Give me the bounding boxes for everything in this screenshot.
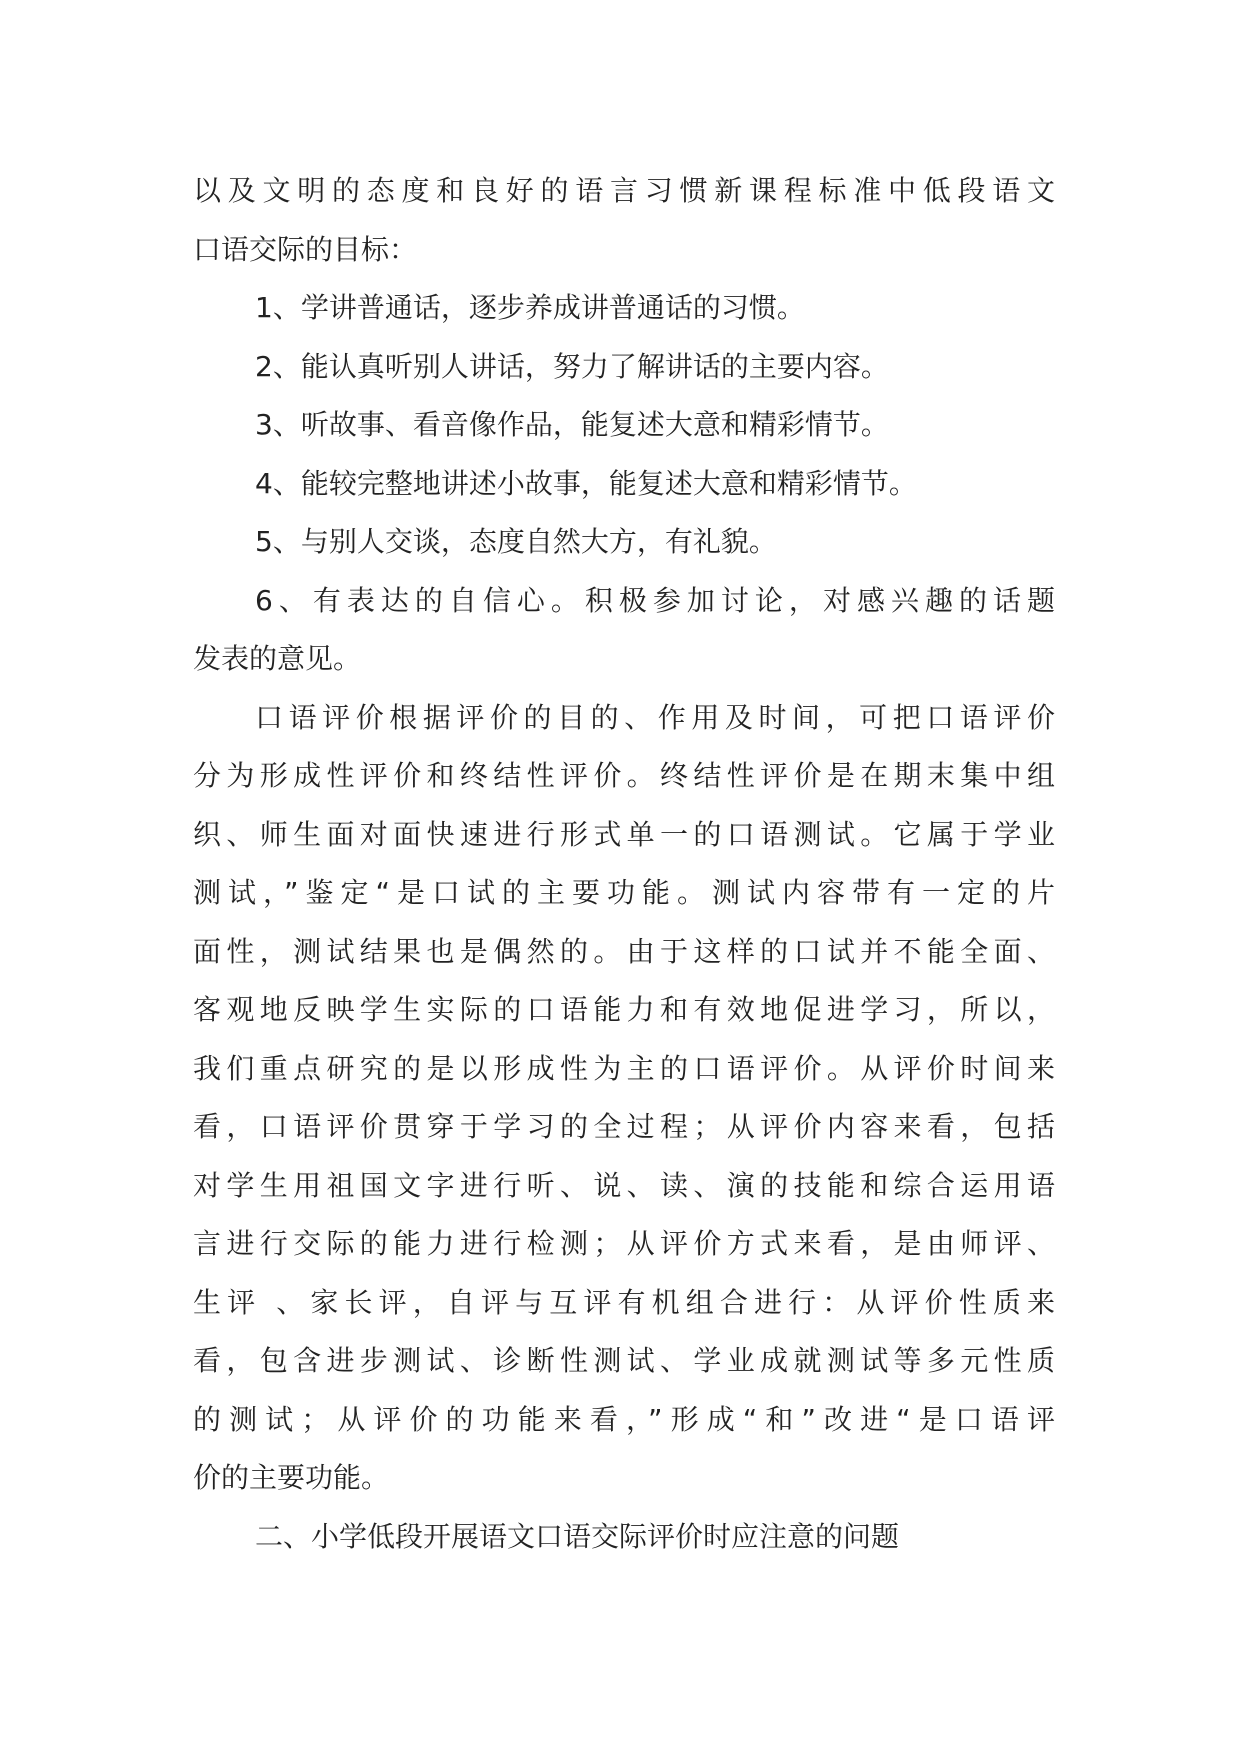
list-item: 4、能较完整地讲述小故事，能复述大意和精彩情节。 [255, 466, 917, 500]
list-item: 3、听故事、看音像作品，能复述大意和精彩情节。 [255, 408, 889, 441]
text-line: 生评 、家长评，自评与互评有机组合进行：从评价性质来 [193, 1285, 1055, 1319]
text-line: 织、师生面对面快速进行形式单一的口语测试。它属于学业 [193, 817, 1055, 851]
text-line: 以及文明的态度和良好的语言习惯新课程标准中低段语文 [193, 174, 1055, 207]
text-line: 看，包含进步测试、诊断性测试、学业成就测试等多元性质 [193, 1344, 1055, 1377]
list-item: 5、与别人交谈，态度自然大方，有礼貌。 [255, 525, 777, 558]
paragraph-first-line: 口语评价根据评价的目的、作用及时间，可把口语评价 [255, 700, 1055, 734]
document-body [193, 162, 1055, 1566]
text-line: 看，口语评价贯穿于学习的全过程；从评价内容来看，包括 [193, 1110, 1055, 1143]
section-heading: 二、小学低段开展语文口语交际评价时应注意的问题 [255, 1519, 900, 1553]
text-line: 口语交际的目标： [193, 232, 418, 266]
list-item: 1、学讲普通话，逐步养成讲普通话的习惯。 [255, 291, 805, 324]
text-line: 客观地反映学生实际的口语能力和有效地促进学习，所以， [193, 993, 1055, 1026]
text-line: 发表的意见。 [193, 642, 362, 675]
text-line: 价的主要功能。 [193, 1461, 390, 1494]
text-line: 分为形成性评价和终结性评价。终结性评价是在期末集中组 [193, 759, 1055, 792]
text-line: 的测试；从评价的功能来看，”形成“和”改进“是口语评 [193, 1402, 1055, 1436]
text-line: 我们重点研究的是以形成性为主的口语评价。从评价时间来 [193, 1051, 1055, 1085]
list-item: 2、能认真听别人讲话，努力了解讲话的主要内容。 [255, 349, 889, 383]
text-line: 测试，”鉴定“是口试的主要功能。测试内容带有一定的片 [193, 876, 1055, 909]
text-line: 言进行交际的能力进行检测；从评价方式来看，是由师评、 [193, 1227, 1055, 1260]
list-item: 6、有表达的自信心。积极参加讨论，对感兴趣的话题 [255, 583, 1055, 617]
text-line: 对学生用祖国文字进行听、说、读、演的技能和综合运用语 [193, 1168, 1055, 1202]
text-line: 面性，测试结果也是偶然的。由于这样的口试并不能全面、 [193, 934, 1055, 968]
